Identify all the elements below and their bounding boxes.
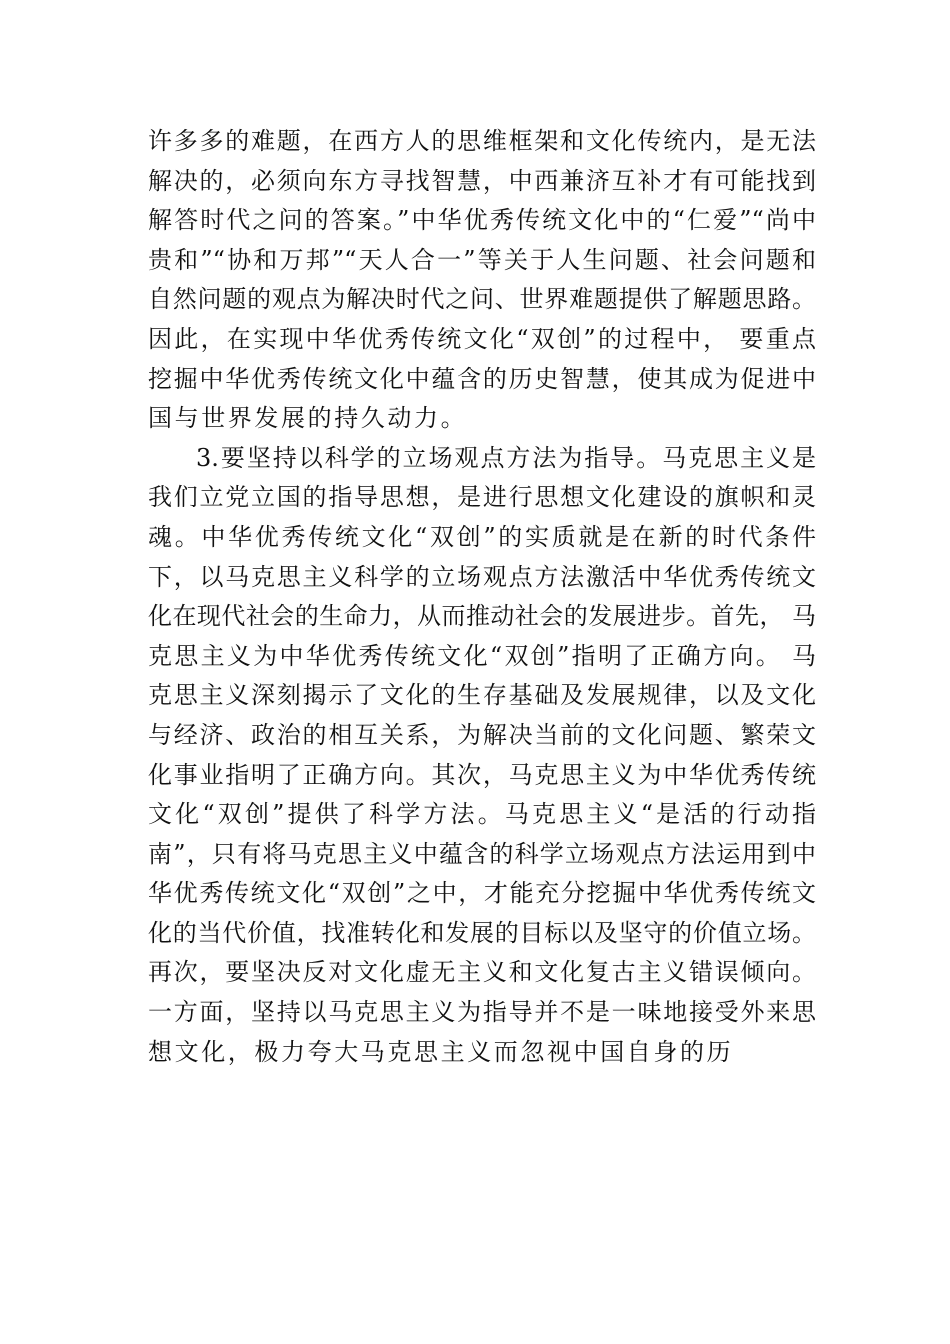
paragraph-1 xyxy=(148,122,828,439)
text-line: 魂。中华优秀传统文化“双创”的实质就是在新的时代条件 xyxy=(148,522,816,551)
text-line: 华优秀传统文化“双创”之中，才能充分挖掘中华优秀传统文 xyxy=(148,879,816,908)
text-line: 国与世界发展的持久动力。 xyxy=(148,404,468,433)
text-line: 一方面，坚持以马克思主义为指导并不是一味地接受外来思 xyxy=(148,998,816,1027)
text-line: 化在现代社会的生命力，从而推动社会的发展进步。首先， 马 xyxy=(148,602,816,631)
text-line: 化事业指明了正确方向。其次，马克思主义为中华优秀传统 xyxy=(148,760,816,789)
text-line: 自然问题的观点为解决时代之问、世界难题提供了解题思路。 xyxy=(148,285,816,314)
text-line: 与经济、政治的相互关系，为解决当前的文化问题、繁荣文 xyxy=(148,720,816,749)
text-line: 下，以马克思主义科学的立场观点方法激活中华优秀传统文 xyxy=(148,562,816,591)
text-line: 克思主义深刻揭示了文化的生存基础及发展规律，以及文化 xyxy=(148,681,816,710)
text-line: 南”，只有将马克思主义中蕴含的科学立场观点方法运用到中 xyxy=(148,839,816,868)
text-line: 我们立党立国的指导思想，是进行思想文化建设的旗帜和灵 xyxy=(148,483,816,512)
text-line: 挖掘中华优秀传统文化中蕴含的历史智慧，使其成为促进中 xyxy=(148,364,816,393)
text-line: 化的当代价值，找准转化和发展的目标以及坚守的价值立场。 xyxy=(148,918,816,947)
text-line: 贵和”“协和万邦”“天人合一”等关于人生问题、社会问题和 xyxy=(148,245,816,274)
text-line: 解答时代之问的答案。”中华优秀传统文化中的“仁爱”“尚中 xyxy=(148,206,816,235)
text-line: 因此，在实现中华优秀传统文化“双创”的过程中， 要重点 xyxy=(148,324,816,353)
text-line: 3.要坚持以科学的立场观点方法为指导。马克思主义是 xyxy=(196,443,816,472)
text-line: 解决的，必须向东方寻找智慧，中西兼济互补才有可能找到 xyxy=(148,166,816,195)
text-line: 许多多的难题，在西方人的思维框架和文化传统内，是无法 xyxy=(148,127,816,155)
text-line: 再次，要坚决反对文化虚无主义和文化复古主义错误倾向。 xyxy=(148,958,816,987)
text-line: 克思主义为中华优秀传统文化“双创”指明了正确方向。 马 xyxy=(148,641,816,670)
paragraph-2 xyxy=(148,439,828,1073)
body-text xyxy=(148,122,828,1072)
text-line: 想文化，极力夸大马克思主义而忽视中国自身的历 xyxy=(148,1037,734,1066)
text-line: 文化“双创”提供了科学方法。马克思主义“是活的行动指 xyxy=(148,800,816,829)
